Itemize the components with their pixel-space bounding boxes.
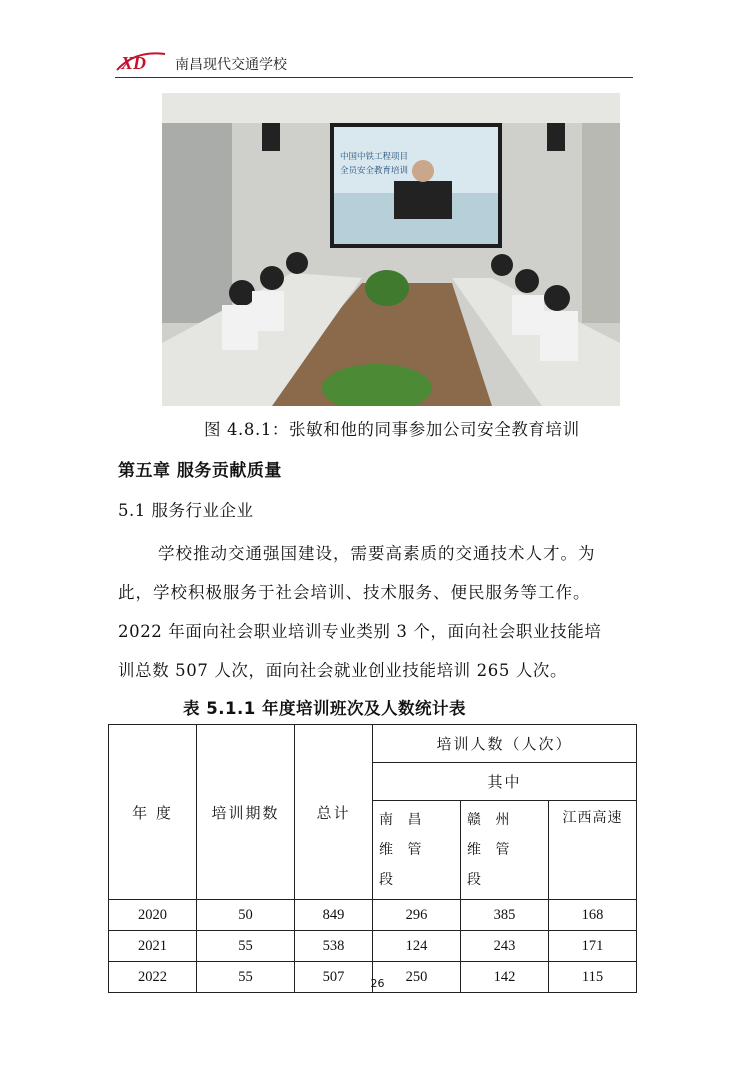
header-year: 年 度 [109, 725, 197, 900]
training-photo [162, 93, 620, 406]
section-title: 5.1 服务行业企业 [118, 501, 254, 520]
cell-year: 2020 [109, 900, 197, 931]
table-row [109, 900, 637, 931]
header-among: 其中 [373, 763, 637, 801]
cell-ganzhou: 243 [461, 931, 549, 962]
paragraph-line: 训总数 507 人次，面向社会就业创业技能培训 265 人次。 [118, 661, 568, 680]
table-title: 表 5.1.1 年度培训班次及人数统计表 [183, 699, 466, 718]
cell-nanchang: 124 [373, 931, 461, 962]
chapter-title: 第五章 服务贡献质量 [118, 461, 282, 481]
cell-periods: 55 [197, 931, 295, 962]
header-ganzhou: 赣 州 维 管 段 [461, 801, 549, 900]
cell-total: 507 [295, 962, 373, 993]
header-nanchang: 南 昌 维 管 段 [373, 801, 461, 900]
header-periods: 培训期数 [197, 725, 295, 900]
school-name: 南昌现代交通学校 [175, 57, 287, 73]
svg-text:中国中铁工程项目: 中国中铁工程项目 [340, 152, 409, 162]
cell-year: 2021 [109, 931, 197, 962]
paragraph-line: 此，学校积极服务于社会培训、技术服务、便民服务等工作。 [118, 583, 591, 602]
header-rule [115, 77, 633, 78]
cell-year: 2022 [109, 962, 197, 993]
cell-nanchang: 296 [373, 900, 461, 931]
cell-ganzhou: 385 [461, 900, 549, 931]
cell-periods: 50 [197, 900, 295, 931]
svg-text:XD: XD [121, 53, 147, 73]
cell-total: 538 [295, 931, 373, 962]
cell-periods: 55 [197, 962, 295, 993]
cell-ganzhou: 142 [461, 962, 549, 993]
page-header [115, 44, 633, 78]
figure-caption: 图 4.8.1：张敏和他的同事参加公司安全教育培训 [204, 420, 580, 439]
cell-total: 849 [295, 900, 373, 931]
table-row [109, 931, 637, 962]
header-jiangxi: 江西高速 [549, 801, 637, 900]
header-total: 总计 [295, 725, 373, 900]
cell-jiangxi: 168 [549, 900, 637, 931]
page-number: 26 [370, 977, 385, 990]
cell-jiangxi: 171 [549, 931, 637, 962]
school-logo [115, 48, 167, 74]
paragraph-line: 2022 年面向社会职业培训专业类别 3 个，面向社会职业技能培 [118, 622, 602, 641]
paragraph-line: 学校推动交通强国建设，需要高素质的交通技术人才。为 [158, 544, 596, 563]
header-trainees: 培训人数（人次） [373, 725, 637, 763]
cell-jiangxi: 115 [549, 962, 637, 993]
cell-nanchang: 250 [373, 962, 461, 993]
training-stats-table [108, 724, 637, 993]
svg-text:全员安全教育培训: 全员安全教育培训 [340, 166, 409, 176]
